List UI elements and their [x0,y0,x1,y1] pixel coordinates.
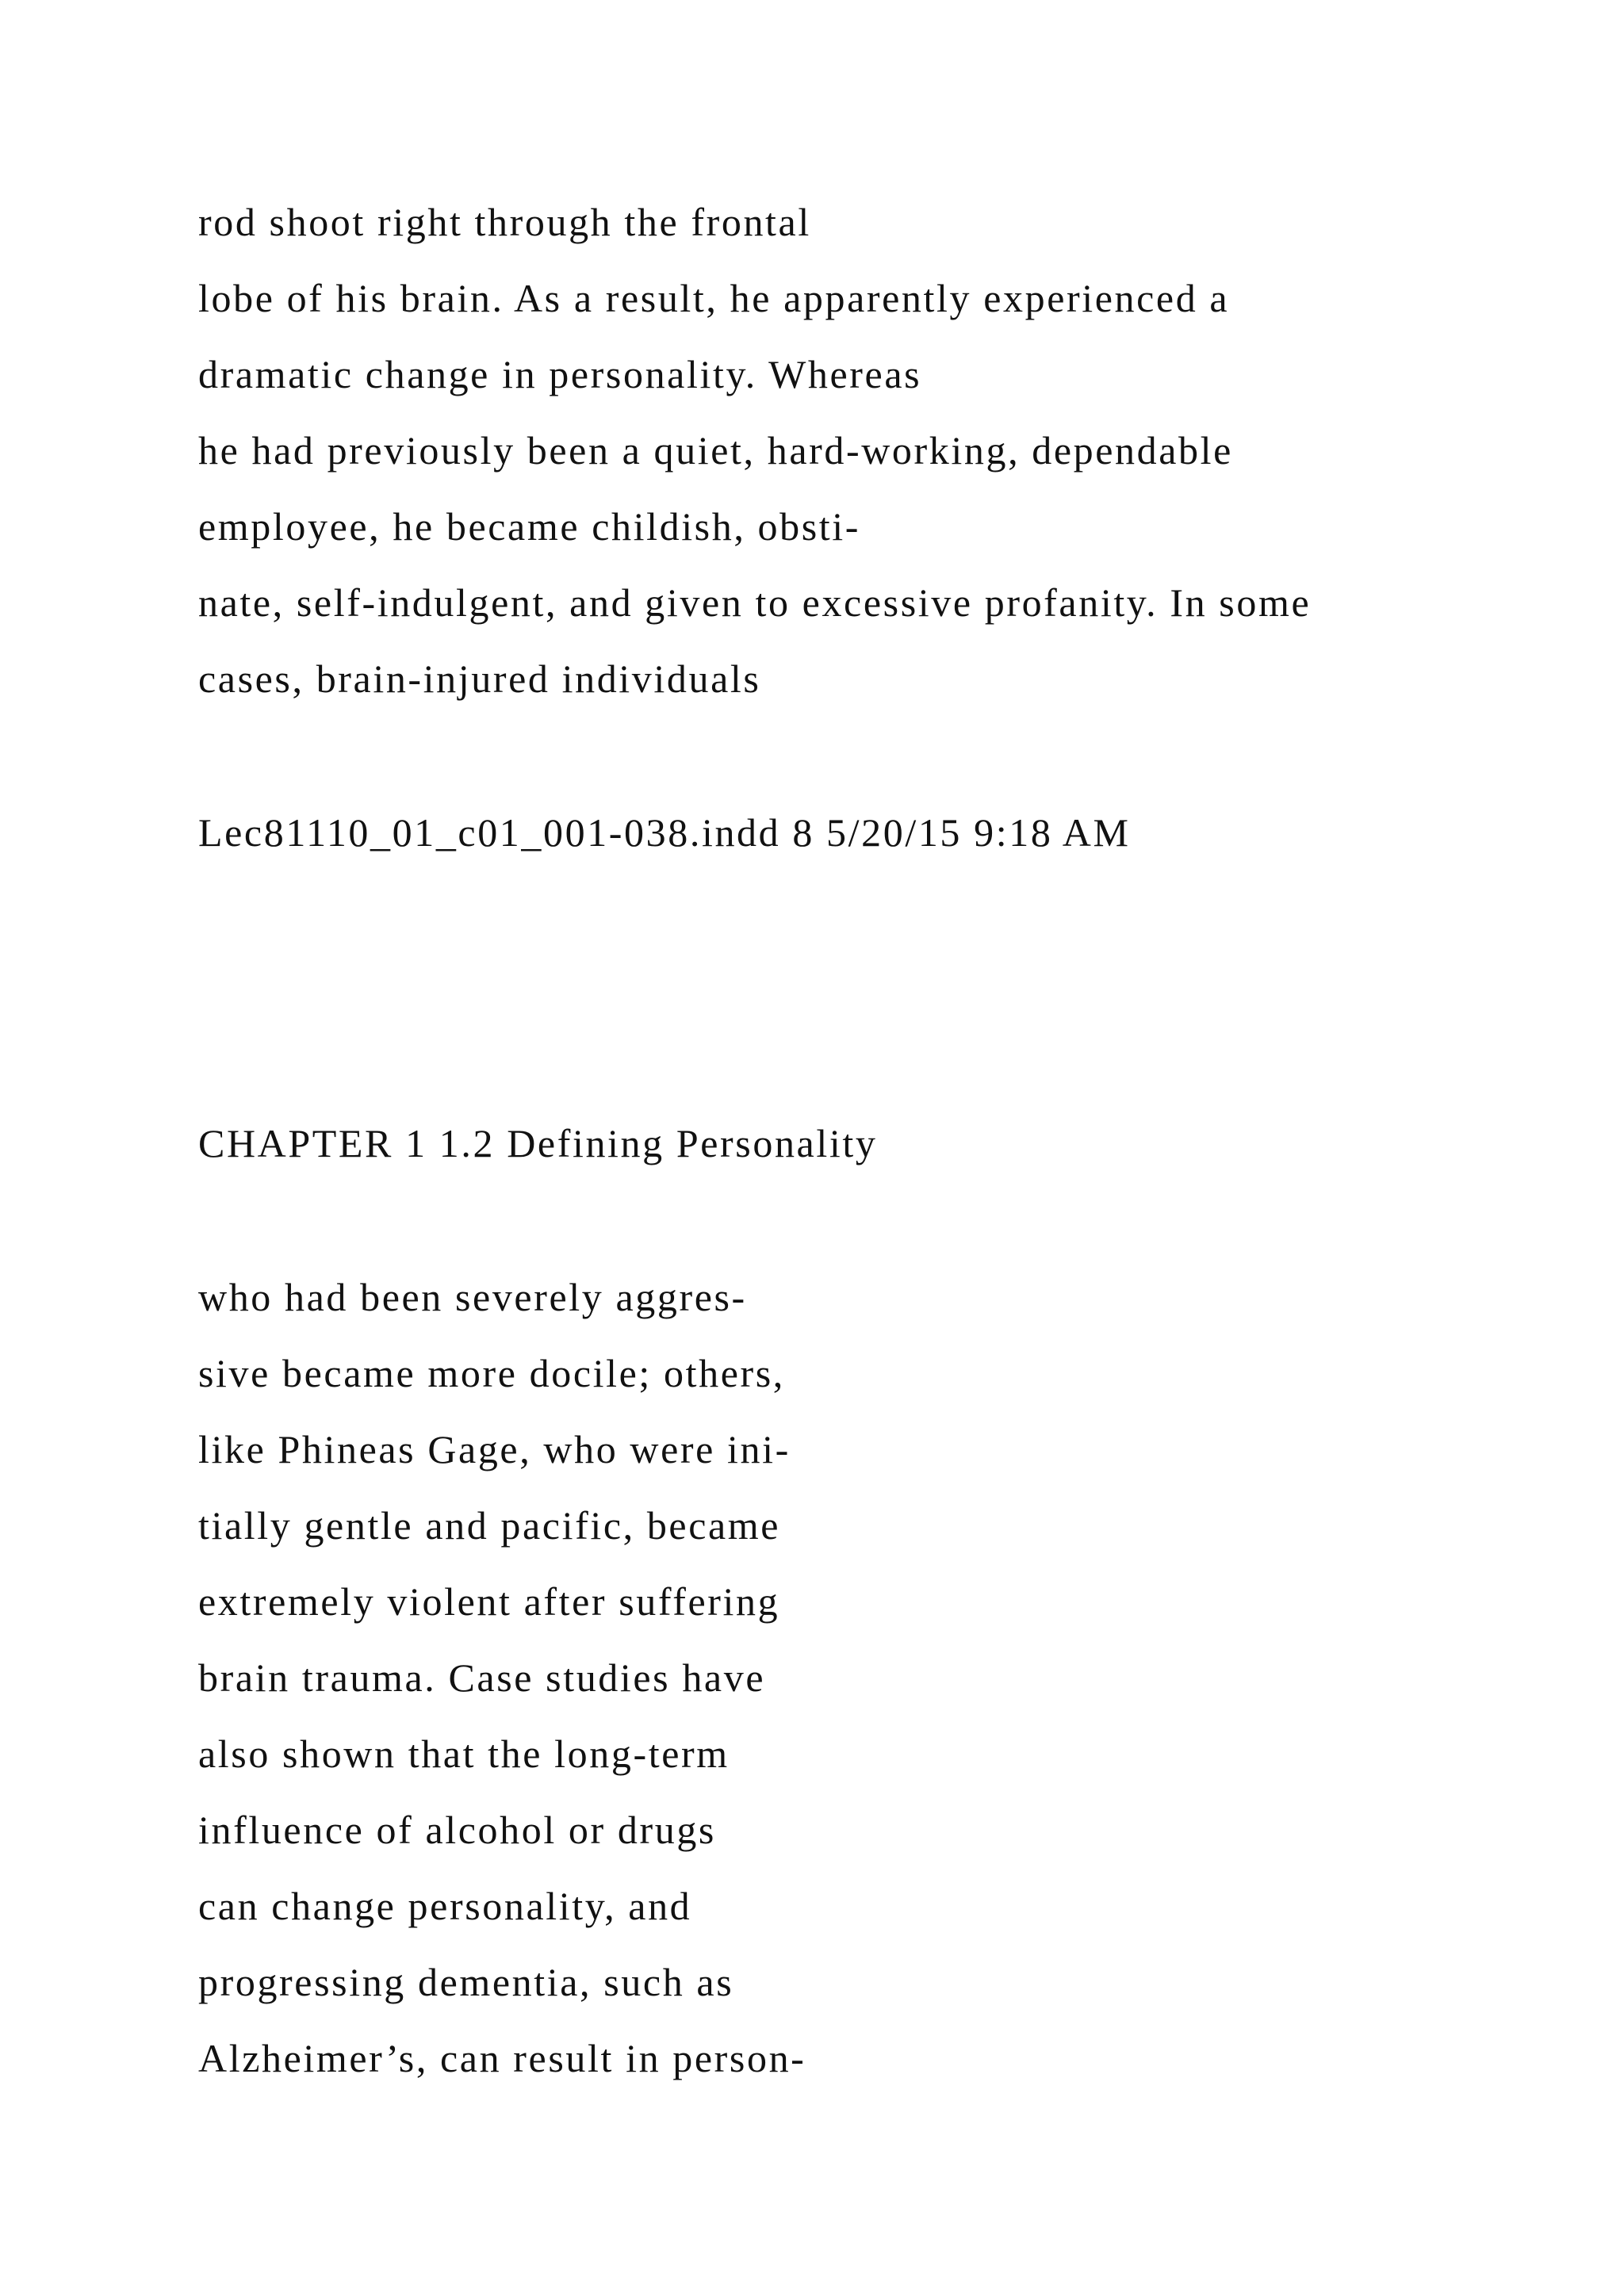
footer-slug: Lec81110_01_c01_001-038.indd 8 5/20/15 9:18 AM [198,810,1131,855]
running-head: CHAPTER 1 1.2 Defining Personality [198,1121,878,1165]
body-text-line: brain trauma. Case studies have [198,1655,766,1700]
body-text-line: like Phineas Gage, who were ini- [198,1427,791,1471]
body-text-line: also shown that the long-term [198,1732,730,1776]
body-text-line: sive became more docile; others, [198,1351,785,1395]
body-text-line: progressing dementia, such as [198,1960,734,2004]
body-text-line: employee, he became childish, obsti- [198,504,861,549]
body-text-line: cases, brain-injured individuals [198,656,761,701]
body-text-line: can change personality, and [198,1884,692,1928]
body-text-line: influence of alcohol or drugs [198,1808,716,1852]
body-text-line: rod shoot right through the frontal [198,200,811,244]
body-text-line: extremely violent after suffering [198,1579,780,1624]
body-text-line: dramatic change in personality. Whereas [198,352,922,396]
body-text-line: tially gentle and pacific, became [198,1503,781,1548]
body-text-line: he had previously been a quiet, hard-working, dependable [198,428,1233,473]
body-text-line: nate, self-indulgent, and given to excessive profanity. In some [198,580,1312,625]
body-text-line: lobe of his brain. As a result, he apparently experienced a [198,276,1230,320]
body-text-line: who had been severely aggres- [198,1275,747,1319]
body-text-line: Alzheimer’s, can result in person- [198,2036,806,2080]
